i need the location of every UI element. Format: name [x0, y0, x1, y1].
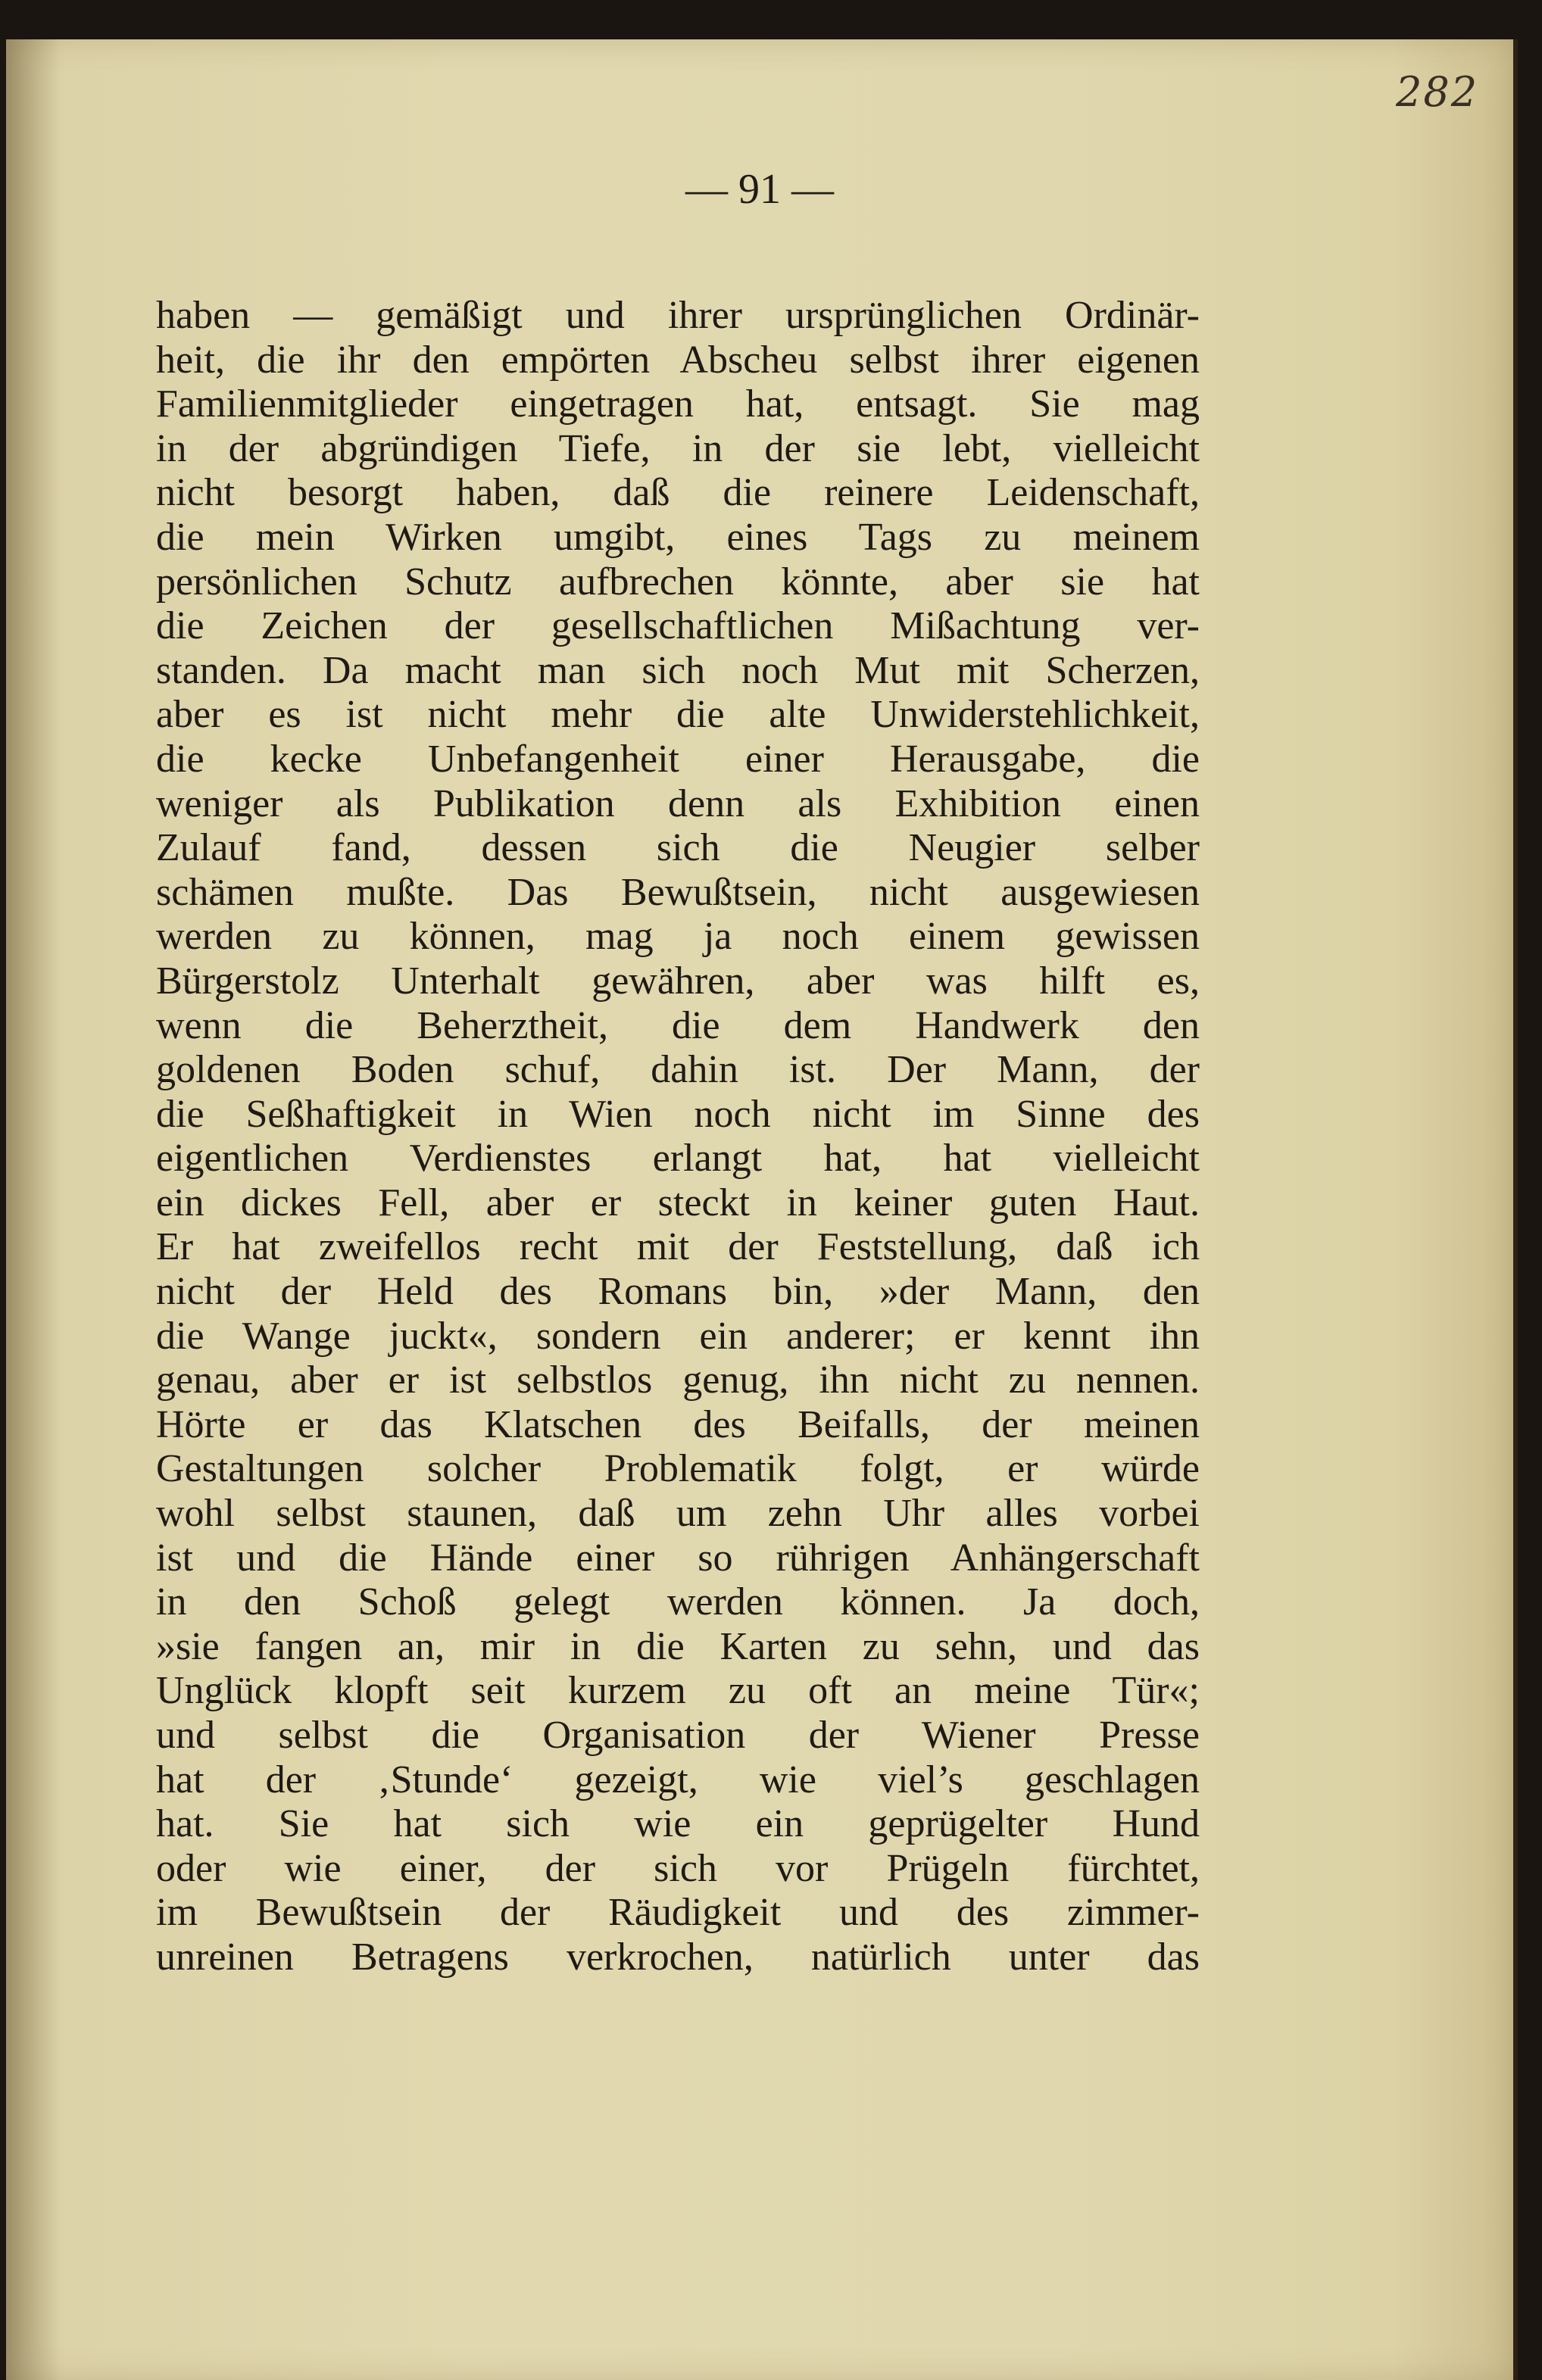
- text-line: Bürgerstolz Unterhalt gewähren, aber was hilft es,: [156, 959, 1200, 1003]
- page-number: — 91 —: [685, 166, 834, 213]
- text-line: unreinen Betragens verkrochen, natürlich unter das: [156, 1935, 1200, 1979]
- text-line: heit, die ihr den empörten Abscheu selbst ihrer eigenen: [156, 338, 1200, 382]
- text-line: Er hat zweifellos recht mit der Feststellung, daß ich: [156, 1225, 1200, 1269]
- text-line: schämen mußte. Das Bewußtsein, nicht ausgewiesen: [156, 870, 1200, 914]
- text-line: die mein Wirken umgibt, eines Tags zu meinem: [156, 515, 1200, 559]
- handwritten-folio-number: 282: [1396, 68, 1479, 116]
- book-page: [6, 39, 1518, 2380]
- text-line: ein dickes Fell, aber er steckt in keiner guten Haut.: [156, 1181, 1200, 1224]
- text-line: die Seßhaftigkeit in Wien noch nicht im Sinne des: [156, 1092, 1200, 1136]
- text-line: haben — gemäßigt und ihrer ursprünglichen Ordinär-: [156, 294, 1200, 337]
- text-line: wenn die Beherztheit, die dem Handwerk den: [156, 1003, 1200, 1047]
- text-line: werden zu können, mag ja noch einem gewissen: [156, 915, 1200, 959]
- text-line: Familienmitglieder eingetragen hat, entsagt. Sie mag: [156, 382, 1200, 426]
- text-line: im Bewußtsein der Räudigkeit und des zimmer-: [156, 1891, 1200, 1935]
- text-line: in der abgründigen Tiefe, in der sie lebt, vielleicht: [156, 426, 1200, 470]
- text-line: Zulauf fand, dessen sich die Neugier selber: [156, 826, 1200, 870]
- text-line: hat. Sie hat sich wie ein geprügelter Hund: [156, 1802, 1200, 1846]
- text-line: nicht besorgt haben, daß die reinere Leidenschaft,: [156, 471, 1200, 515]
- text-line: weniger als Publikation denn als Exhibition einen: [156, 781, 1200, 825]
- text-line: die Wange juckt«, sondern ein anderer; er kennt ihn: [156, 1314, 1200, 1358]
- text-line: ist und die Hände einer so rührigen Anhängerschaft: [156, 1536, 1200, 1580]
- text-line: genau, aber er ist selbstlos genug, ihn nicht zu nennen.: [156, 1358, 1200, 1402]
- text-line: in den Schoß gelegt werden können. Ja doch,: [156, 1580, 1200, 1624]
- text-line: goldenen Boden schuf, dahin ist. Der Mann, der: [156, 1048, 1200, 1092]
- text-line: eigentlichen Verdienstes erlangt hat, hat vielleicht: [156, 1137, 1200, 1181]
- spine-shadow: [6, 39, 59, 2380]
- text-line: persönlichen Schutz aufbrechen könnte, aber sie hat: [156, 560, 1200, 604]
- text-line: »sie fangen an, mir in die Karten zu sehn, und das: [156, 1624, 1200, 1668]
- text-line: Unglück klopft seit kurzem zu oft an meine Tür«;: [156, 1669, 1200, 1713]
- body-text: [156, 294, 1200, 1980]
- text-line: wohl selbst staunen, daß um zehn Uhr alles vorbei: [156, 1492, 1200, 1536]
- text-line: nicht der Held des Romans bin, »der Mann, den: [156, 1270, 1200, 1314]
- text-line: hat der ‚Stunde‘ gezeigt, wie viel’s geschlagen: [156, 1758, 1200, 1801]
- text-line: aber es ist nicht mehr die alte Unwiderstehlichkeit,: [156, 693, 1200, 737]
- text-line: Gestaltungen solcher Problematik folgt, er würde: [156, 1447, 1200, 1491]
- text-line: die Zeichen der gesellschaftlichen Mißachtung ver-: [156, 604, 1200, 648]
- text-line: Hörte er das Klatschen des Beifalls, der meinen: [156, 1402, 1200, 1446]
- text-line: die kecke Unbefangenheit einer Herausgabe, die: [156, 737, 1200, 781]
- text-line: standen. Da macht man sich noch Mut mit Scherzen,: [156, 648, 1200, 692]
- text-line: oder wie einer, der sich vor Prügeln fürchtet,: [156, 1846, 1200, 1890]
- text-line: und selbst die Organisation der Wiener Presse: [156, 1714, 1200, 1757]
